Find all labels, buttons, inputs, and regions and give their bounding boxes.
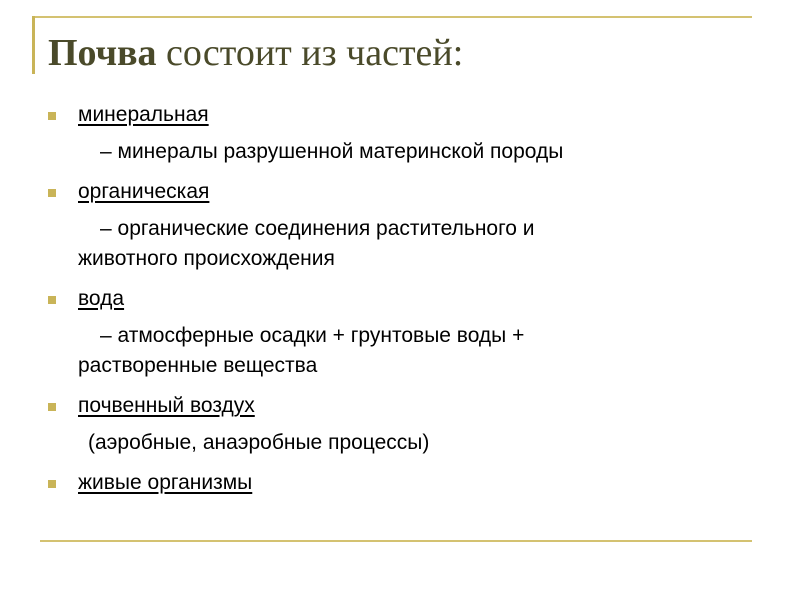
- list-item-organic: [48, 177, 748, 274]
- list-item-living-organisms: [48, 468, 748, 498]
- item-description: (аэробные, анаэробные процессы): [88, 431, 430, 454]
- list-item-soil-air: [48, 391, 748, 458]
- list-item-water: [48, 284, 748, 381]
- top-divider-line: [32, 16, 752, 18]
- item-label: вода: [78, 287, 125, 310]
- slide-title-rest: состоит из частей:: [166, 32, 464, 74]
- square-bullet-icon: [48, 296, 56, 304]
- square-bullet-icon: [48, 480, 56, 488]
- list-item-mineral: [48, 100, 748, 167]
- bottom-divider-line: [40, 540, 752, 542]
- item-description: – атмосферные осадки + грунтовые воды + растворенные вещества: [78, 324, 525, 377]
- slide-title-strong: Почва: [48, 32, 157, 74]
- item-label: минеральная: [78, 103, 209, 126]
- item-label: органическая: [78, 180, 210, 203]
- title-accent-bar: [32, 16, 35, 74]
- slide-title: [48, 34, 463, 72]
- slide-content: [48, 100, 748, 502]
- square-bullet-icon: [48, 189, 56, 197]
- item-label: живые организмы: [78, 471, 253, 494]
- square-bullet-icon: [48, 403, 56, 411]
- item-description: – минералы разрушенной материнской породы: [100, 140, 564, 163]
- square-bullet-icon: [48, 112, 56, 120]
- item-label: почвенный воздух: [78, 394, 255, 417]
- item-description: – органические соединения растительного и животного происхождения: [78, 217, 535, 270]
